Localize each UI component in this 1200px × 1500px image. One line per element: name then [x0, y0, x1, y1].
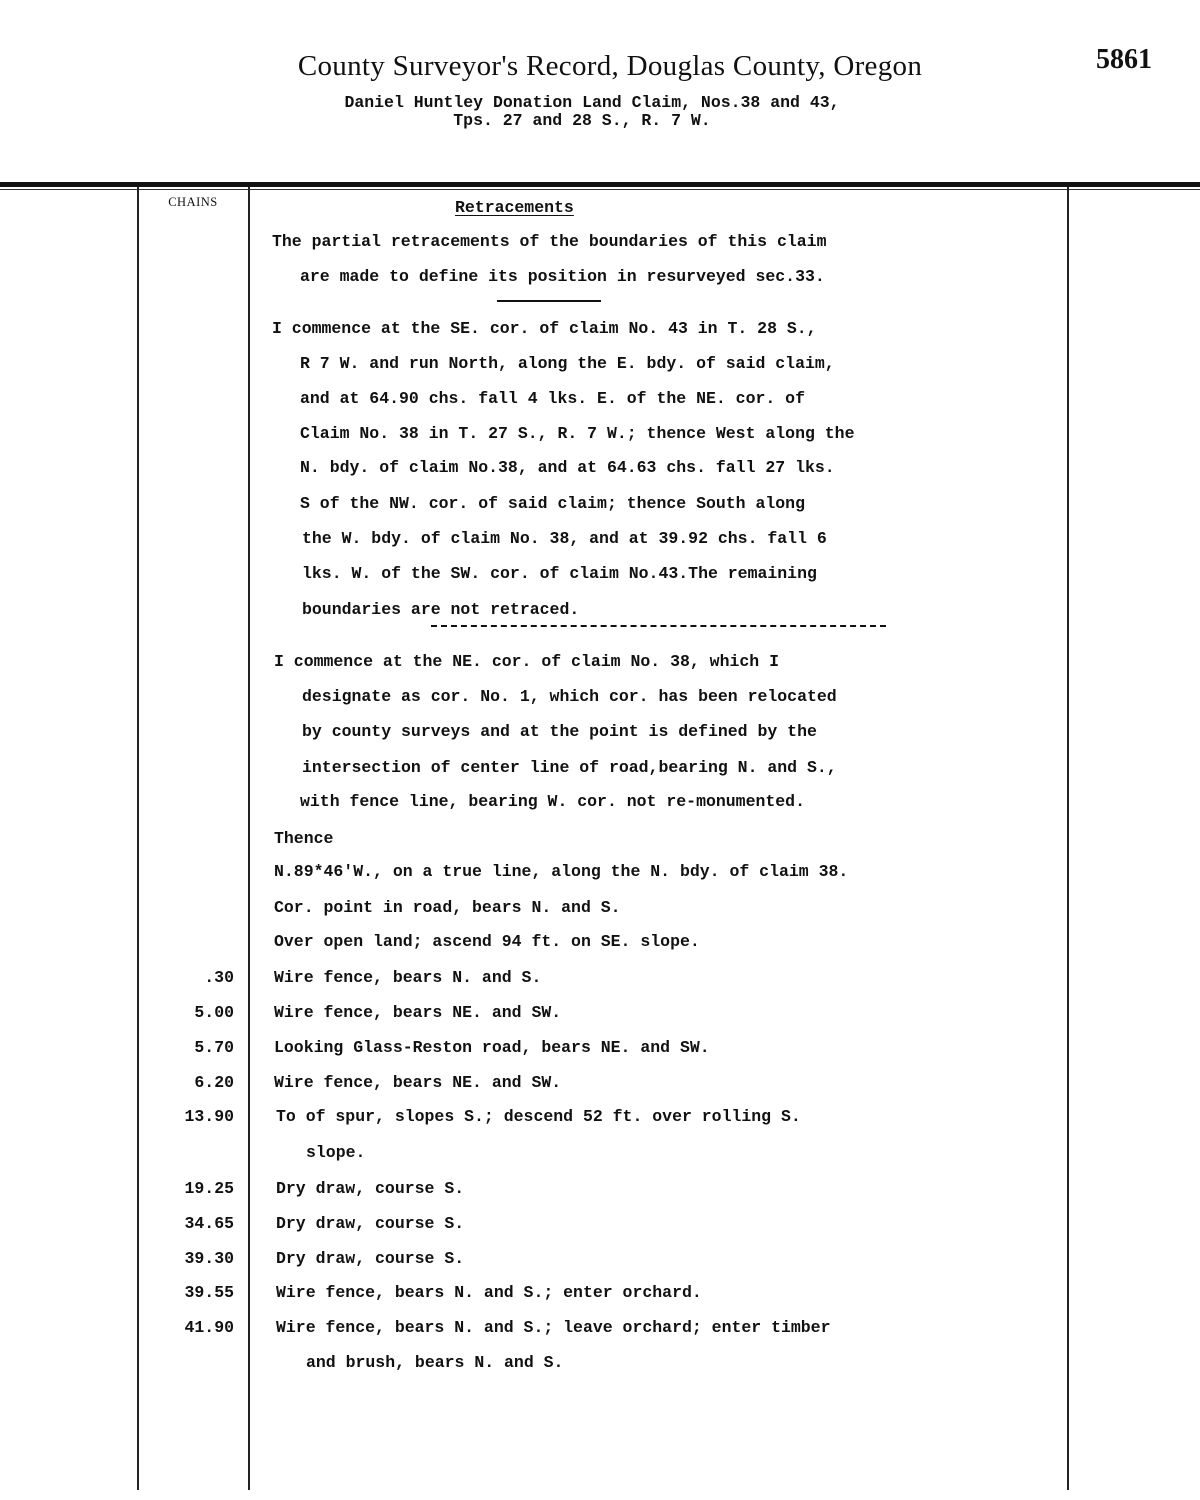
header-rule-thin — [0, 189, 1200, 190]
text-line: I commence at the SE. cor. of claim No. 43 in T. 28 S., — [272, 319, 817, 338]
page-number: 5861 — [1096, 44, 1152, 75]
text-line: Over open land; ascend 94 ft. on SE. slope. — [274, 932, 700, 951]
section-title: Retracements — [455, 198, 574, 217]
text-line: by county surveys and at the point is defined by the — [302, 722, 817, 741]
header-rule — [0, 182, 1200, 187]
text-line: and at 64.90 chs. fall 4 lks. E. of the NE. cor. of — [300, 389, 805, 408]
township-subtitle: Tps. 27 and 28 S., R. 7 W. — [453, 111, 711, 130]
entry-text: Dry draw, course S. — [276, 1249, 465, 1268]
entry-text-continued: slope. — [306, 1143, 366, 1162]
text-line: lks. W. of the SW. cor. of claim No.43.The remaining — [302, 564, 817, 583]
chain-distance: 19.25 — [184, 1179, 234, 1198]
chain-distance: 5.00 — [194, 1003, 234, 1022]
text-line: with fence line, bearing W. cor. not re-monumented. — [300, 792, 805, 811]
chain-distance: 6.20 — [194, 1073, 234, 1092]
left-margin-rule — [137, 187, 139, 1490]
entry-text: Looking Glass-Reston road, bears NE. and SW. — [274, 1038, 710, 1057]
chain-distance: 41.90 — [184, 1318, 234, 1337]
text-line: boundaries are not retraced. — [302, 600, 580, 619]
chain-distance: 39.30 — [184, 1249, 234, 1268]
text-line: Claim No. 38 in T. 27 S., R. 7 W.; thence West along the — [300, 424, 855, 443]
entry-text: Wire fence, bears NE. and SW. — [274, 1073, 562, 1092]
chain-distance: .30 — [204, 968, 234, 987]
entry-text: Wire fence, bears NE. and SW. — [274, 1003, 562, 1022]
chain-distance: 5.70 — [194, 1038, 234, 1057]
right-margin-rule — [1067, 187, 1069, 1490]
text-line: Cor. point in road, bears N. and S. — [274, 898, 621, 917]
text-line: I commence at the NE. cor. of claim No. 38, which I — [274, 652, 779, 671]
text-line: S of the NW. cor. of said claim; thence South along — [300, 494, 805, 513]
entry-text: Dry draw, course S. — [276, 1214, 465, 1233]
entry-text: Wire fence, bears N. and S.; leave orchard; enter timber — [276, 1318, 831, 1337]
chain-distance: 34.65 — [184, 1214, 234, 1233]
text-line: are made to define its position in resurveyed sec.33. — [300, 267, 825, 286]
document-title: County Surveyor's Record, Douglas County, Oregon — [297, 50, 923, 82]
text-line: The partial retracements of the boundaries of this claim — [272, 232, 827, 251]
chain-distance: 39.55 — [184, 1283, 234, 1302]
chains-column-rule — [248, 187, 250, 1490]
text-line: intersection of center line of road,bearing N. and S., — [302, 758, 837, 777]
entry-text: Wire fence, bears N. and S.; enter orchard. — [276, 1283, 702, 1302]
text-line: designate as cor. No. 1, which cor. has been relocated — [302, 687, 837, 706]
separator-rule — [497, 300, 601, 302]
entry-text-continued: and brush, bears N. and S. — [306, 1353, 564, 1372]
text-line: N.89*46'W., on a true line, along the N. bdy. of claim 38. — [274, 862, 849, 881]
entry-text: To of spur, slopes S.; descend 52 ft. over rolling S. — [276, 1107, 801, 1126]
chain-distance: 13.90 — [184, 1107, 234, 1126]
entry-text: Wire fence, bears N. and S. — [274, 968, 542, 987]
claim-subtitle: Daniel Huntley Donation Land Claim, Nos.38 and 43, — [344, 93, 840, 112]
text-line: N. bdy. of claim No.38, and at 64.63 chs. fall 27 lks. — [300, 458, 835, 477]
text-line: Thence — [274, 829, 334, 848]
dashed-separator — [431, 625, 886, 627]
chains-column-header: CHAINS — [168, 195, 218, 209]
text-line: R 7 W. and run North, along the E. bdy. of said claim, — [300, 354, 835, 373]
entry-text: Dry draw, course S. — [276, 1179, 465, 1198]
text-line: the W. bdy. of claim No. 38, and at 39.92 chs. fall 6 — [302, 529, 827, 548]
